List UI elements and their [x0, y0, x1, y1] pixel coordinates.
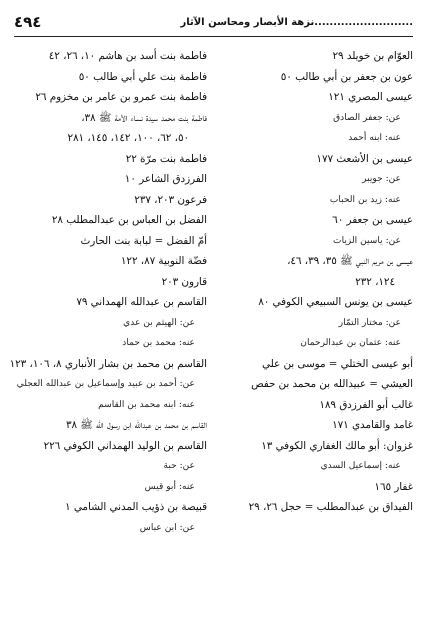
- index-subentry: عنه: إسماعيل السدي: [320, 461, 401, 471]
- running-title-text: نزهة الأبصار ومحاسن الآثار: [180, 16, 315, 28]
- index-entry: غفار ١٦٥: [374, 480, 413, 493]
- index-entry: فاطمة بنت عمرو بن عامر بن مخزوم ٢٦: [35, 91, 207, 103]
- index-entry: قبيصة بن ذؤيب المدني الشامي ١: [65, 501, 207, 513]
- index-entry: عيسى المصري ١٢١: [328, 91, 413, 103]
- index-subentry: عن: ياسين الزيات: [333, 235, 401, 246]
- index-subentry: عنه: ابنه أحمد: [348, 133, 401, 143]
- index-subentry: عن: مختار التمّار: [338, 317, 401, 328]
- index-entry: غالب أبو الفرزدق ١٨٩: [319, 398, 413, 411]
- index-entry: القاسم بن الوليد الهمداني الكوفي ٢٢٦: [43, 439, 207, 452]
- index-entry: فاطمة بنت أسد بن هاشم ١٠، ٢٦، ٤٢: [48, 50, 207, 62]
- index-entry: ٥٠، ٦٢، ١٠٠، ١٤٢، ١٤٥، ٢٨١: [67, 132, 189, 144]
- index-entry: عيسى بن الأشعث ١٧٧: [316, 152, 413, 165]
- page-header: [14, 10, 413, 34]
- index-subentry: عنه: عثمان بن عبدالرحمان: [300, 338, 401, 348]
- index-entry: عيسى بن جعفر ٦٠: [332, 214, 413, 226]
- index-subentry: عنه: زيد بن الحباب: [329, 194, 401, 205]
- index-entry: عون بن جعفر بن أبي طالب ٥٠: [280, 70, 413, 83]
- index-entry: فاطمة بنت محمد سيدة نساء الأمة ﷺ ٣٨،: [81, 111, 207, 124]
- index-subentry: عن: جعفر الصادق: [333, 112, 401, 123]
- index-entry: غزوان: أبو مالك الغفاري الكوفي ١٣: [261, 439, 413, 452]
- index-entry: الفضل بن العباس بن عبدالمطلب ٢٨: [51, 214, 207, 226]
- index-entry: فاطمة بنت مرّة ٢٢: [125, 152, 207, 165]
- index-entry: قارون ٢٠٣: [161, 275, 207, 288]
- index-entry: أمّ الفضل = لبابة بنت الحارث: [80, 234, 207, 247]
- index-entry: القاسم بن محمد بن عبدالله ابن رسول الله ﷺ ٣٨: [65, 419, 207, 431]
- index-entry: فاطمة بنت علي أبي طالب ٥٠: [78, 70, 207, 83]
- index-subentry: عن: ابن عباس: [139, 522, 195, 533]
- index-subentry: عنه: أبو قيس: [144, 481, 195, 492]
- index-entry: فضّة النوبية ٨٧، ١٢٢: [120, 255, 207, 267]
- index-entry: الفرزدق الشاعر ١٠: [124, 173, 207, 185]
- header-rule: [14, 36, 413, 37]
- index-entry: القاسم بن عبدالله الهمداني ٧٩: [76, 296, 207, 308]
- index-subentry: عن: جويبر: [362, 174, 401, 184]
- index-entry: ١٢٤، ٢٣٢: [355, 275, 395, 288]
- right-column: [223, 46, 413, 518]
- index-subentry: عن: أحمد بن عبيد وإسماعيل بن عبدالله العجلي: [16, 379, 195, 389]
- page-number: ٤٩٤: [14, 13, 42, 31]
- index-entry: غامد والقامدي ١٧١: [332, 419, 413, 431]
- left-column: [7, 46, 207, 538]
- running-title: ..........................نزهة الأبصار ومحاسن الآثار: [180, 16, 413, 28]
- index-entry: العوّام بن خويلد ٢٩: [332, 50, 413, 62]
- index-subentry: عنه: محمد بن حماد: [122, 338, 195, 348]
- index-entry: القاسم بن محمد بن بشار الأنباري ٨، ١٠٦، ١٢٣: [9, 357, 207, 370]
- index-subentry: عن: الهيثم بن عدي: [123, 317, 195, 328]
- index-entry: عيسى بن مريم النبي ﷺ ٣٥، ٣٩، ٤٦،: [287, 255, 413, 267]
- index-entry: أبو عيسى الختلي = موسى بن علي: [262, 357, 413, 370]
- index-entry: الفيداق بن عبدالمطلب = حجل ٢٦، ٢٩: [248, 501, 413, 513]
- index-entry: العيشي = عبيدالله بن محمد بن حفص: [251, 378, 413, 390]
- index-subentry: عن: حبة: [163, 461, 195, 471]
- index-entry: عيسى بن يونس السبيعي الكوفي ٨٠: [258, 296, 413, 308]
- index-subentry: عنه: ابنه محمد بن القاسم: [98, 399, 195, 410]
- index-entry: فرعون ٢٠٣، ٢٣٧: [134, 193, 207, 206]
